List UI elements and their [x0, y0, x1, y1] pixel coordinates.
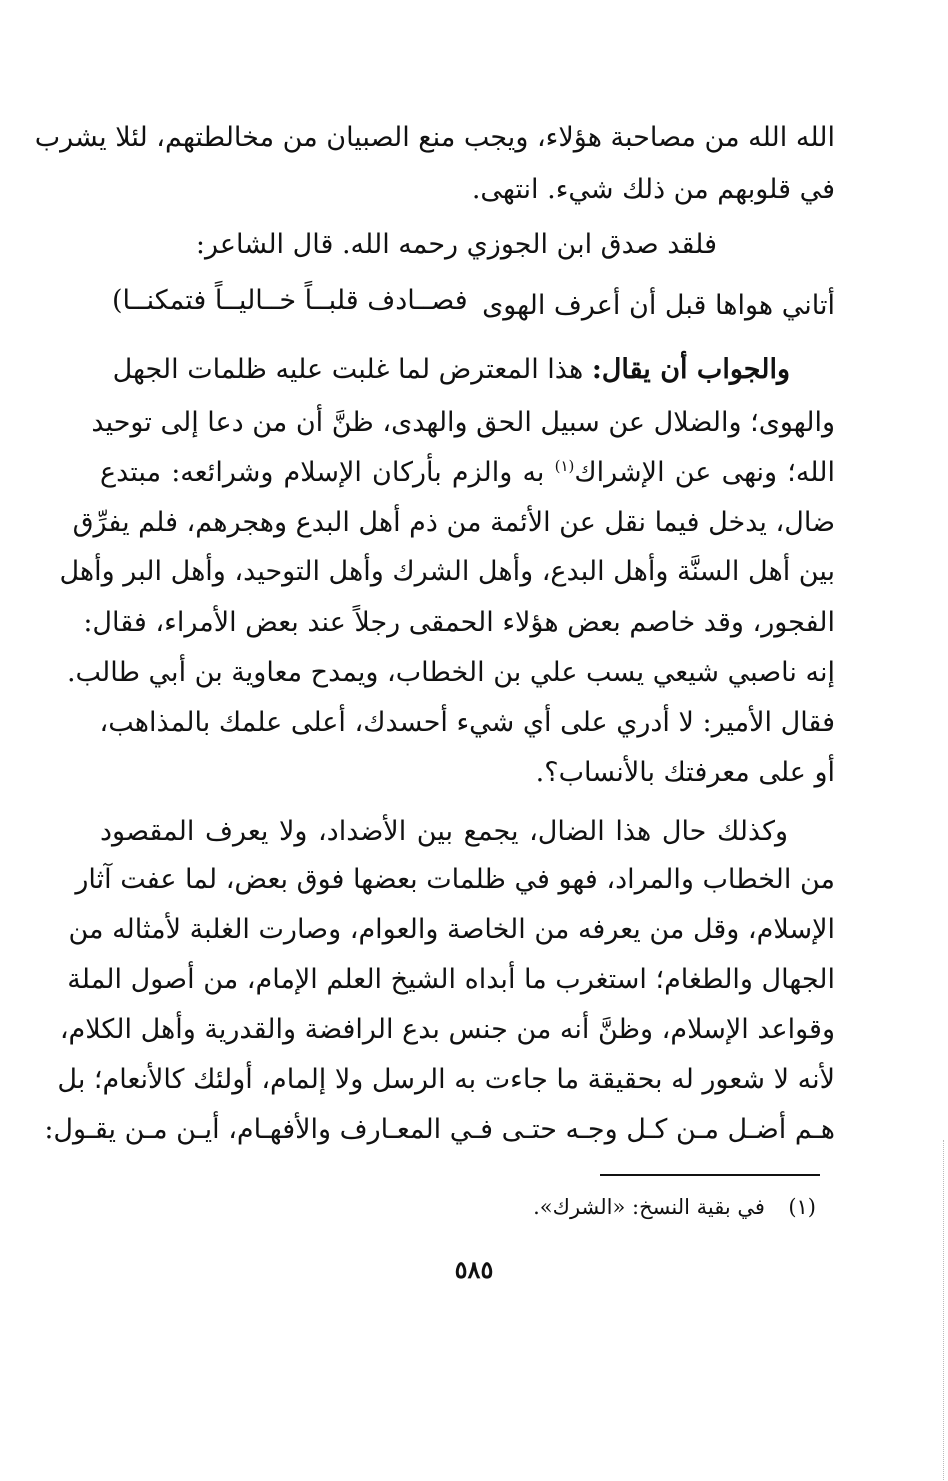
allah-word: الله؛: [787, 457, 835, 488]
answer-line-5: بين أهل السنَّة وأهل البدع، وأهل الشرك وأهل التوحيد، وأهل البر وأهل: [59, 556, 835, 587]
paragraph2-line-1: وكذلك حال هذا الضال، يجمع بين الأضداد، ولا يعرف المقصود: [100, 816, 788, 847]
answer-line-3-start: ونهى عن الإشراك: [574, 457, 778, 488]
answer-line-3-end: به والزم بأركان الإسلام وشرائعه: مبتدع: [100, 457, 545, 488]
paragraph2-line-6: لأنه لا شعور له بحقيقة ما جاءت به الرسل ولا إلمام، أولئك كالأنعام؛ بل: [57, 1064, 835, 1095]
answer-line-8: فقال الأمير: لا أدري على أي شيء أحسدك، أعلى علمك بالمذاهب،: [99, 707, 835, 738]
answer-line-1-text: هذا المعترض لما غلبت عليه ظلمات الجهل: [112, 354, 584, 385]
paragraph2-line-4: الجهال والطغام؛ استغرب ما أبداه الشيخ العلم الإمام، من أصول الملة: [67, 964, 835, 995]
scan-edge: [943, 1140, 944, 1480]
answer-line-3: [100, 453, 835, 493]
paragraph2-line-3: الإسلام، وقل من يعرفه من الخاصة والعوام، وصارت الغلبة لأمثاله من: [68, 914, 835, 945]
answer-line-1: [112, 350, 790, 390]
footnote-text: في بقية النسخ: «الشرك».: [533, 1195, 765, 1219]
text-line-1: الله الله من مصاحبة هؤلاء، ويجب منع الصبيان من مخالطتهم، لئلا يشرب: [34, 122, 835, 153]
answer-line-4: ضال، يدخل فيما نقل عن الأئمة من ذم أهل البدع وهجرهم، فلم يفرِّق: [72, 507, 835, 538]
verse-first-hemistich: أتاني هواها قبل أن أعرف الهوى: [482, 290, 835, 321]
text-line-2: في قلوبهم من ذلك شيء. انتهى.: [471, 174, 835, 205]
answer-lead: والجواب أن يقال:: [591, 354, 790, 385]
answer-line-7: إنه ناصبي شيعي يسب علي بن الخطاب، ويمدح معاوية بن أبي طالب.: [66, 657, 835, 688]
verse-second-hemistich: فصــادف قلبــاً خــاليــاً فتمكنــا): [112, 285, 468, 316]
answer-line-9: أو على معرفتك بالأنساب؟.: [535, 757, 835, 788]
paragraph2-line-2: من الخطاب والمراد، فهو في ظلمات بعضها فوق بعض، لما عفت آثار: [75, 864, 835, 895]
paragraph2-line-7: هـم أضـل مـن كـل وجـه حتـى فـي المعـارف والأفهـام، أيـن مـن يقـول:: [44, 1114, 835, 1145]
answer-line-6: الفجور، وقد خاصم بعض هؤلاء الحمقى رجلاً عند بعض الأمراء، فقال:: [83, 607, 835, 638]
answer-line-2: والهوى؛ والضلال عن سبيل الحق والهدى، ظنَّ أن من دعا إلى توحيد: [91, 407, 835, 438]
footnote: [533, 1192, 816, 1222]
text-line-3: [100, 225, 835, 265]
page-number: ٥٨٥: [454, 1255, 494, 1284]
footnote-number: (١): [788, 1195, 816, 1219]
footnote-reference: (١): [554, 457, 575, 475]
paragraph2-line-5: وقواعد الإسلام، وظنَّ أنه من جنس بدع الرافضة والقدرية وأهل الكلام،: [59, 1014, 835, 1045]
footnote-divider: [600, 1174, 820, 1176]
poet-introduction: فلقد صدق ابن الجوزي رحمه الله. قال الشاعر:: [195, 229, 717, 260]
